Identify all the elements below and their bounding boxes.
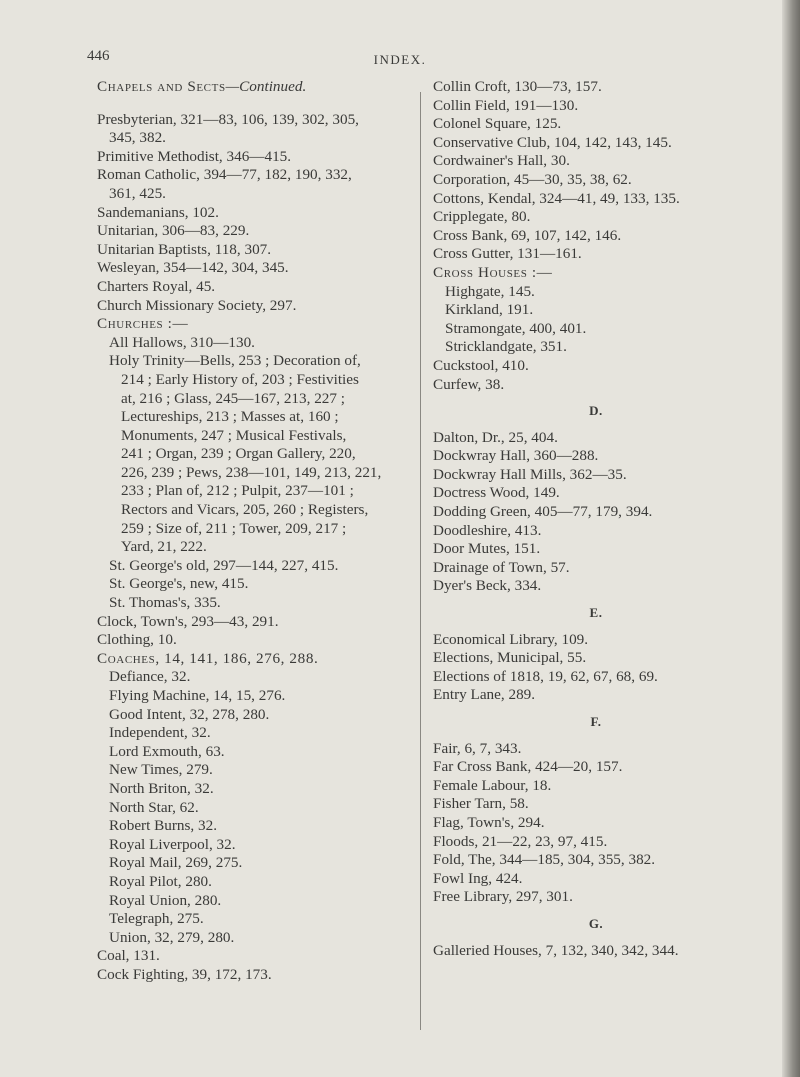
index-entry: Coal, 131.: [97, 947, 160, 965]
index-entry: Defiance, 32.: [109, 668, 191, 686]
left-column: [97, 78, 401, 985]
index-entry: Doctress Wood, 149.: [433, 484, 560, 502]
index-entry: Independent, 32.: [109, 724, 211, 742]
heading-continued: —Continued.: [225, 78, 307, 95]
index-entry: Corporation, 45—30, 35, 38, 62.: [433, 170, 632, 188]
left-entries: [97, 111, 401, 985]
index-entry: Female Labour, 18.: [433, 776, 552, 794]
index-entry: Highgate, 145.: [445, 282, 535, 300]
index-entry: Royal Union, 280.: [109, 891, 222, 909]
index-entry: Dockwray Hall Mills, 362—35.: [433, 465, 627, 483]
index-entry: Roman Catholic, 394—77, 182, 190, 332,: [97, 166, 352, 184]
index-entry: Royal Pilot, 280.: [109, 872, 212, 890]
index-entry: 361, 425.: [109, 184, 166, 202]
section-letter-d: D.: [589, 403, 603, 419]
index-entry: Yard, 21, 222.: [121, 538, 207, 556]
index-entry: Cottons, Kendal, 324—41, 49, 133, 135.: [433, 189, 680, 207]
index-entry: Drainage of Town, 57.: [433, 558, 570, 576]
index-entry: North Star, 62.: [109, 798, 199, 816]
index-entry: Lectureships, 213 ; Masses at, 160 ;: [121, 408, 339, 426]
index-entry: Dyer's Beck, 334.: [433, 577, 542, 595]
index-entry: Cock Fighting, 39, 172, 173.: [97, 965, 272, 983]
index-entry: Collin Field, 191—130.: [433, 96, 579, 114]
index-entry: Cross Houses :—: [433, 263, 553, 281]
index-entry: Unitarian, 306—83, 229.: [97, 222, 250, 240]
index-entry: Union, 32, 279, 280.: [109, 928, 235, 946]
index-entry: Fold, The, 344—185, 304, 355, 382.: [433, 851, 656, 869]
index-entry: All Hallows, 310—130.: [109, 333, 255, 351]
index-entry: Conservative Club, 104, 142, 143, 145.: [433, 133, 672, 151]
index-entry: Entry Lane, 289.: [433, 686, 536, 704]
index-entry: Floods, 21—22, 23, 97, 415.: [433, 832, 608, 850]
index-entry: Cross Gutter, 131—161.: [433, 245, 582, 263]
index-entry: Clock, Town's, 293—43, 291.: [97, 612, 279, 630]
index-entry: Cuckstool, 410.: [433, 356, 529, 374]
index-entry: Cross Bank, 69, 107, 142, 146.: [433, 226, 622, 244]
section-letter-e: E.: [589, 605, 603, 621]
section-letter-g: G.: [588, 915, 604, 931]
index-entry: Royal Liverpool, 32.: [109, 835, 236, 853]
section-letter-f: F.: [590, 714, 602, 729]
index-entry: 259 ; Size of, 211 ; Tower, 209, 217 ;: [121, 519, 347, 537]
index-entry: Presbyterian, 321—83, 106, 139, 302, 305,: [97, 110, 359, 128]
index-entry: Telegraph, 275.: [109, 910, 204, 928]
e-entries: [433, 631, 759, 705]
index-entry: Church Missionary Society, 297.: [97, 296, 297, 314]
index-entry: Dodding Green, 405—77, 179, 394.: [433, 503, 653, 521]
f-entries: [433, 740, 759, 907]
g-entries: [433, 942, 759, 961]
index-entry: Primitive Methodist, 346—415.: [97, 147, 292, 165]
index-entry: Dalton, Dr., 25, 404.: [433, 428, 558, 446]
index-entry: Monuments, 247 ; Musical Festivals,: [121, 426, 347, 444]
index-entry: Economical Library, 109.: [433, 630, 589, 648]
index-entry: 214 ; Early History of, 203 ; Festivities: [121, 370, 359, 388]
heading-main: Chapels and Sects: [97, 78, 226, 95]
index-entry: Colonel Square, 125.: [433, 115, 562, 133]
index-entry: Curfew, 38.: [433, 375, 505, 393]
index-entry: at, 216 ; Glass, 245—167, 213, 227 ;: [121, 389, 346, 407]
index-entry: St. Thomas's, 335.: [109, 594, 221, 612]
column-divider: [420, 92, 421, 1030]
index-entry: 233 ; Plan of, 212 ; Pulpit, 237—101 ;: [121, 482, 354, 500]
index-entry: Churches :—: [97, 315, 189, 333]
index-entry: Fair, 6, 7, 343.: [433, 739, 522, 757]
index-entry: Far Cross Bank, 424—20, 157.: [433, 758, 623, 776]
index-entry: St. George's, new, 415.: [109, 575, 249, 593]
index-entry: Robert Burns, 32.: [109, 817, 217, 835]
index-entry: Dockwray Hall, 360—288.: [433, 447, 599, 465]
left-heading: [97, 78, 401, 97]
index-entry: New Times, 279.: [109, 761, 213, 779]
index-entry: North Briton, 32.: [109, 779, 214, 797]
index-entry: Wesleyan, 354—142, 304, 345.: [97, 259, 289, 277]
index-entry: Stramongate, 400, 401.: [445, 319, 587, 337]
index-entry: Charters Royal, 45.: [97, 277, 216, 295]
index-entry: Collin Croft, 130—73, 157.: [433, 78, 602, 95]
index-entry: Cordwainer's Hall, 30.: [433, 152, 570, 170]
index-entry: Rectors and Vicars, 205, 260 ; Registers,: [121, 501, 369, 519]
index-entry: Galleried Houses, 7, 132, 340, 342, 344.: [433, 941, 679, 959]
index-entry: Door Mutes, 151.: [433, 540, 541, 558]
index-entry: Flag, Town's, 294.: [433, 813, 545, 831]
index-entry: Royal Mail, 269, 275.: [109, 854, 243, 872]
index-entry: 345, 382.: [109, 129, 166, 147]
index-entry: Coaches, 14, 141, 186, 276, 288.: [97, 649, 319, 667]
right-column: [433, 78, 759, 960]
index-entry: Free Library, 297, 301.: [433, 888, 573, 906]
d-entries: [433, 429, 759, 596]
index-entry: Sandemanians, 102.: [97, 203, 219, 221]
index-entry: Clothing, 10.: [97, 631, 177, 649]
index-entry: Elections, Municipal, 55.: [433, 649, 587, 667]
index-entry: St. George's old, 297—144, 227, 415.: [109, 556, 339, 574]
index-entry: Elections of 1818, 19, 62, 67, 68, 69.: [433, 667, 658, 685]
index-entry: Lord Exmouth, 63.: [109, 742, 225, 760]
book-edge-shadow: [782, 0, 800, 1077]
index-entry: Kirkland, 191.: [445, 301, 534, 319]
index-entry: Doodleshire, 413.: [433, 521, 542, 539]
index-entry: 241 ; Organ, 239 ; Organ Gallery, 220,: [121, 445, 356, 463]
index-entry: Cripplegate, 80.: [433, 208, 531, 226]
c-entries: [433, 78, 759, 394]
index-entry: Fisher Tarn, 58.: [433, 795, 529, 813]
index-entry: Stricklandgate, 351.: [445, 338, 567, 356]
index-entry: Fowl Ing, 424.: [433, 869, 523, 887]
page-number: 446: [87, 48, 110, 64]
index-entry: Flying Machine, 14, 15, 276.: [109, 687, 286, 704]
index-entry: Good Intent, 32, 278, 280.: [109, 705, 270, 723]
index-entry: Unitarian Baptists, 118, 307.: [97, 240, 272, 258]
index-entry: 226, 239 ; Pews, 238—101, 149, 213, 221,: [121, 463, 382, 481]
running-head: INDEX.: [373, 52, 427, 67]
index-entry: Holy Trinity—Bells, 253 ; Decoration of,: [109, 352, 361, 370]
